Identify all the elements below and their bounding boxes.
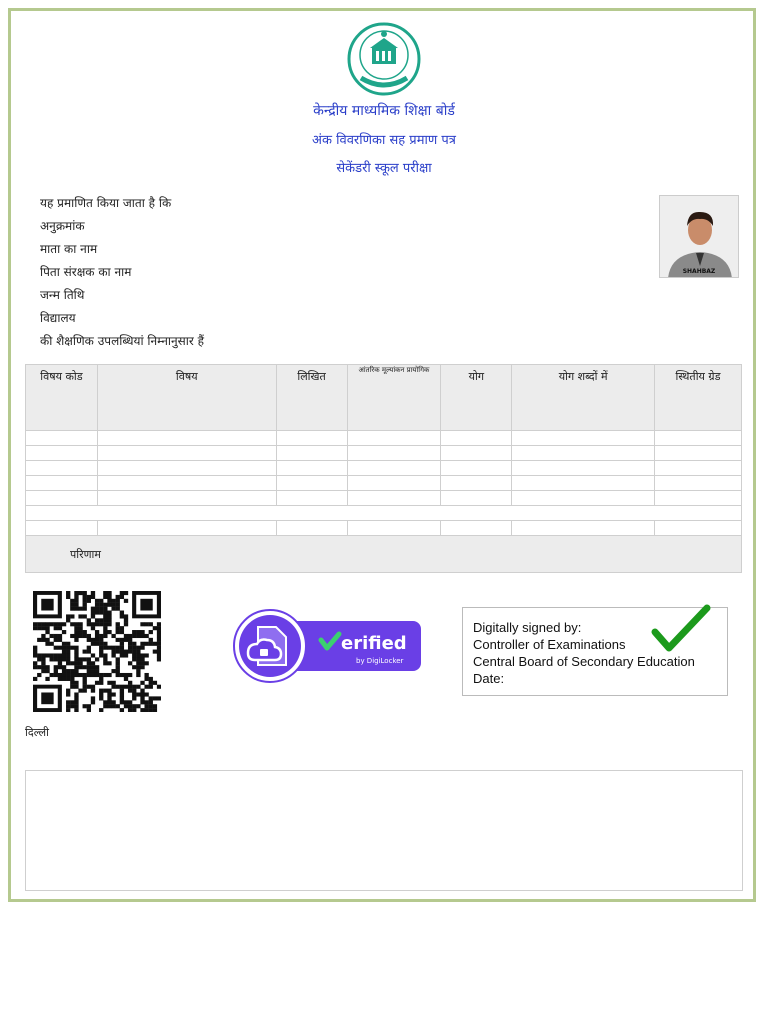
col-grade: स्थितीय ग्रेड [655, 365, 742, 431]
board-name: केन्द्रीय माध्यमिक शिक्षा बोर्ड [313, 103, 455, 119]
table-row [26, 476, 742, 491]
exam-name: सेकेंडरी स्कूल परीक्षा [336, 161, 432, 176]
signature-line-4: Date: [473, 671, 505, 686]
signature-line-1: Digitally signed by: [473, 620, 582, 635]
table-row [26, 461, 742, 476]
col-total-words: योग शब्दों में [512, 365, 655, 431]
field-father-name: पिता संरक्षक का नाम [40, 265, 132, 279]
student-photo [659, 195, 739, 278]
col-subject-code: विषय कोड [26, 365, 98, 431]
col-subject: विषय [97, 365, 276, 431]
qr-code [33, 591, 161, 712]
col-total: योग [441, 365, 512, 431]
table-row [26, 521, 742, 536]
field-dob: जन्म तिथि [40, 288, 85, 302]
student-fields [40, 192, 204, 353]
table-row [26, 506, 742, 521]
signature-line-2: Controller of Examinations [473, 637, 626, 652]
cbse-logo [347, 22, 421, 96]
table-row [26, 491, 742, 506]
field-certify: यह प्रमाणित किया जाता है कि [40, 196, 172, 210]
remarks-box [25, 770, 743, 891]
col-written: लिखित [276, 365, 347, 431]
marks-table [25, 364, 742, 573]
student-photo-image [660, 196, 739, 278]
marks-table-header [26, 365, 742, 431]
photo-name-label: SHAHBAZ [682, 268, 716, 275]
document-title: अंक विवरणिका सह प्रमाण पत्र [312, 133, 456, 148]
badge-sub-text: by DigiLocker [356, 657, 404, 665]
field-achievements: की शैक्षणिक उपलब्धियां निम्नानुसार हैं [40, 334, 204, 348]
result-row [26, 536, 742, 573]
signature-line-3: Central Board of Secondary Education [473, 654, 695, 669]
col-internal-practical: आंतरिक मूल्यांकन प्रायोगिक [347, 365, 441, 431]
table-row [26, 446, 742, 461]
place-label: दिल्ली [25, 726, 49, 739]
table-row [26, 431, 742, 446]
digilocker-verified-badge [233, 609, 423, 683]
result-label: परिणाम [70, 547, 101, 561]
field-roll-no: अनुक्रमांक [40, 219, 85, 233]
checkmark-icon [651, 602, 711, 662]
badge-verified-text: erified [341, 633, 407, 654]
digital-signature-box [462, 607, 728, 696]
field-school: विद्यालय [40, 311, 76, 325]
field-mother-name: माता का नाम [40, 242, 98, 256]
